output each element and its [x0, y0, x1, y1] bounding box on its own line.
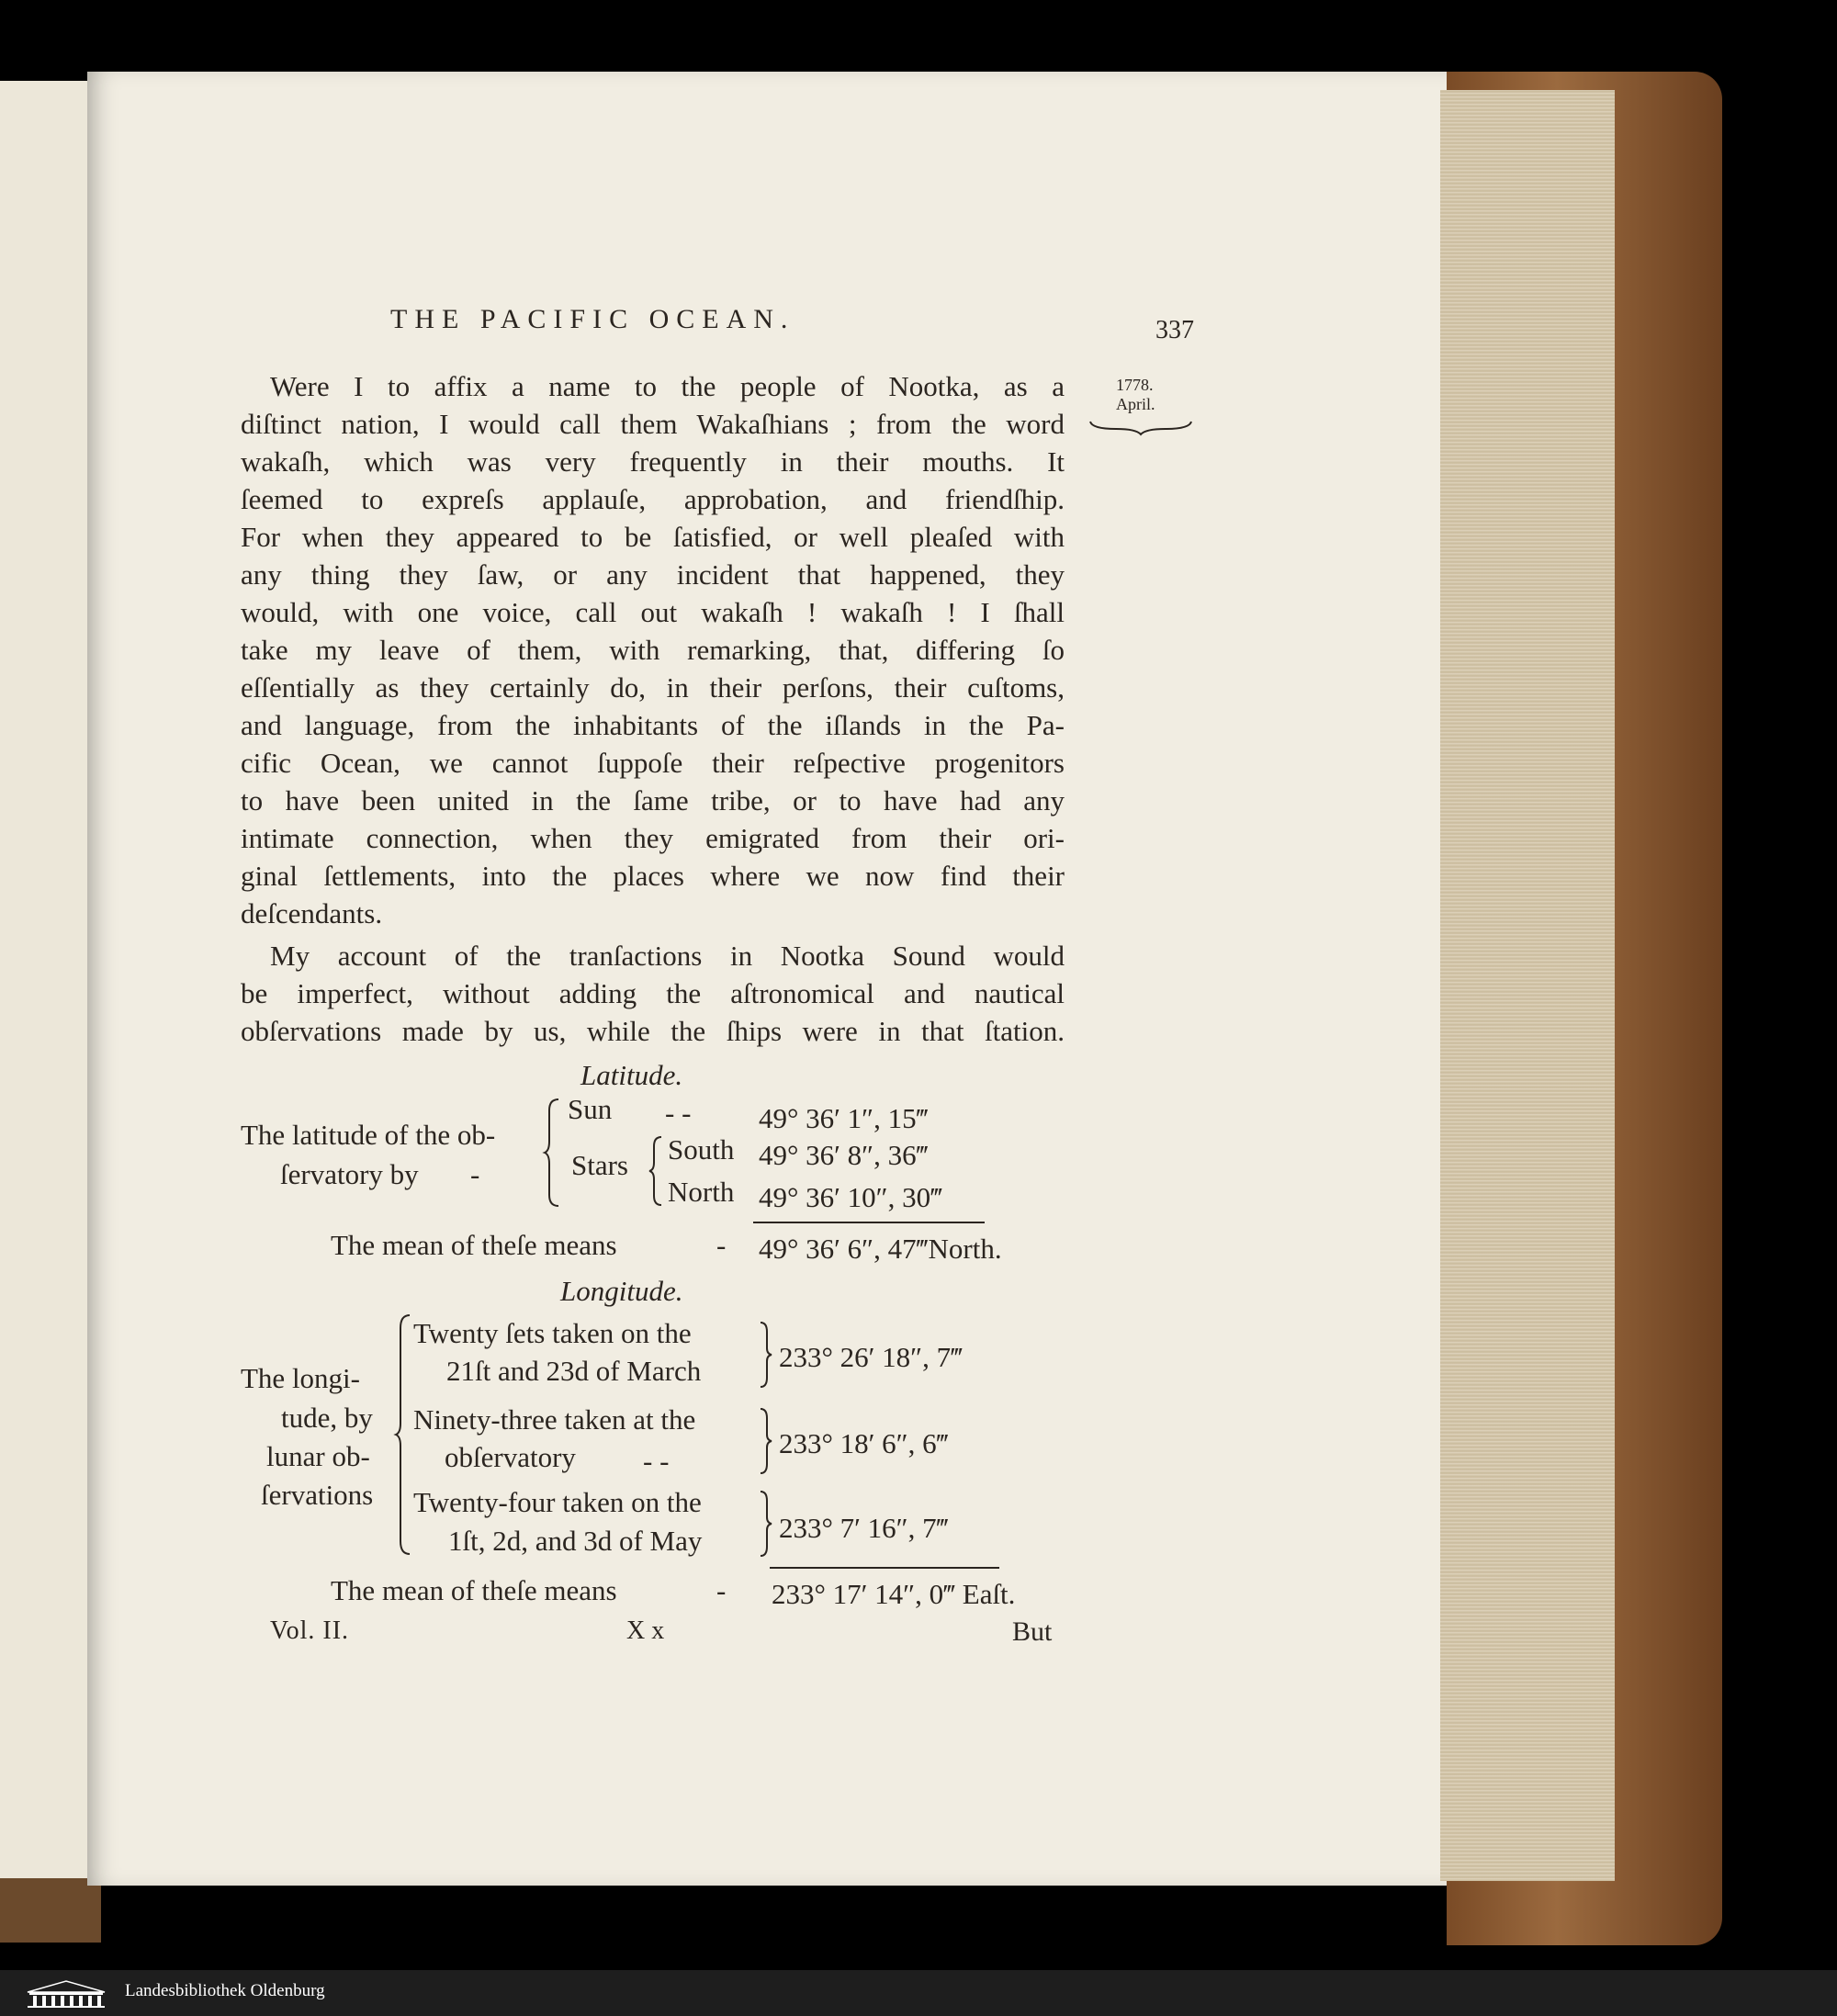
library-building-icon	[26, 1979, 107, 2009]
paragraph-line: obſervations made by us, while the ſhips were in that ſtation.	[241, 1015, 1065, 1047]
paragraph-line: be imperfect, without adding the aſtronomical and nautical	[241, 977, 1065, 1009]
longitude-label: ſervations	[261, 1479, 374, 1511]
longitude-value: 233° 26′ 18″, 7‴	[779, 1341, 964, 1373]
latitude-label-dash: -	[470, 1158, 480, 1190]
longitude-label: lunar ob-	[266, 1440, 370, 1472]
longitude-value: 233° 18′ 6″, 6‴	[779, 1427, 949, 1459]
longitude-mean-label: The mean of theſe means	[331, 1574, 617, 1606]
latitude-mean-label: The mean of theſe means	[331, 1229, 617, 1261]
longitude-row-line: 1ſt, 2d, and 3d of May	[448, 1525, 703, 1557]
paragraph-line: ginal ſettlements, into the places where we now find their	[241, 860, 1065, 892]
margin-month: April.	[1116, 395, 1155, 413]
library-name[interactable]: Landesbibliothek Oldenburg	[125, 1981, 325, 2000]
latitude-value: 49° 36′ 1″, 15‴	[759, 1102, 929, 1134]
row-brace-icon	[759, 1490, 773, 1558]
longitude-sum-rule	[770, 1567, 999, 1569]
latitude-value: 49° 36′ 8″, 36‴	[759, 1139, 929, 1171]
paragraph-line: cific Ocean, we cannot ſuppoſe their reſpective progenitors	[241, 747, 1065, 779]
paragraph-line: My account of the tranſactions in Nootka Sound would	[270, 940, 1065, 972]
latitude-sum-rule	[753, 1222, 985, 1223]
paragraph-line: deſcendants.	[241, 897, 383, 929]
paragraph-line: take my leave of them, with remarking, that, differing ſo	[241, 634, 1065, 666]
longitude-mean-value: 233° 17′ 14″, 0‴ Eaſt.	[772, 1578, 1016, 1610]
row-brace-icon	[759, 1321, 773, 1389]
paragraph-line: For when they appeared to be ſatisfied, or well pleaſed with	[241, 521, 1065, 553]
volume-number: Vol. II.	[270, 1616, 350, 1645]
paragraph-line: eſſentially as they certainly do, in their perſons, their cuſtoms,	[241, 671, 1065, 704]
longitude-heading: Longitude.	[560, 1275, 683, 1307]
paragraph-line: to have been united in the ſame tribe, or to have had any	[241, 784, 1065, 817]
paragraph-line: wakaſh, which was very frequently in their mouths. It	[241, 445, 1065, 478]
book-cover-left	[0, 1878, 101, 1943]
latitude-value: 49° 36′ 10″, 30‴	[759, 1181, 943, 1213]
longitude-mean-dash: -	[716, 1574, 727, 1606]
latitude-row-label: North	[668, 1176, 735, 1208]
latitude-mean-value: 49° 36′ 6″, 47‴North.	[759, 1233, 1002, 1265]
latitude-label: ſervatory by	[280, 1158, 419, 1190]
paragraph-line: Were I to affix a name to the people of Nootka, as a	[270, 370, 1065, 402]
paragraph-line: intimate connection, when they emigrated from their ori-	[241, 822, 1065, 854]
stars-label: Stars	[571, 1149, 628, 1181]
paragraph-line: ſeemed to expreſs applauſe, approbation, and friendſhip.	[241, 483, 1065, 515]
longitude-label: tude, by	[281, 1402, 373, 1434]
longitude-label: The longi-	[241, 1362, 360, 1394]
paragraph-line: would, with one voice, call out wakaſh ! wakaſh ! I ſhall	[241, 596, 1065, 628]
longitude-brace-icon	[395, 1313, 411, 1557]
paragraph-line: diſtinct nation, I would call them Wakaſhians ; from the word	[241, 408, 1065, 440]
latitude-brace-icon	[544, 1098, 560, 1208]
page-number: 337	[1155, 316, 1194, 344]
longitude-row-line: Ninety-three taken at the	[413, 1403, 696, 1436]
facing-page-edge	[0, 81, 87, 1890]
latitude-row-dashes: - -	[665, 1097, 692, 1129]
latitude-heading: Latitude.	[580, 1059, 683, 1091]
paragraph-line: any thing they ſaw, or any incident that happened, they	[241, 558, 1065, 591]
longitude-value: 233° 7′ 16″, 7‴	[779, 1512, 949, 1544]
library-footer	[0, 1970, 1837, 2016]
row-brace-icon	[759, 1407, 773, 1475]
margin-brace-icon	[1088, 418, 1194, 436]
latitude-row-label: South	[668, 1133, 735, 1166]
longitude-row-line: obſervatory	[445, 1441, 576, 1473]
running-title: THE PACIFIC OCEAN.	[390, 304, 795, 334]
latitude-label: The latitude of the ob-	[241, 1119, 496, 1151]
paragraph-line: and language, from the inhabitants of the iſlands in the Pa-	[241, 709, 1065, 741]
latitude-row-label: Sun	[568, 1093, 613, 1125]
longitude-row-line: Twenty-four taken on the	[413, 1486, 702, 1518]
latitude-mean-dash: -	[716, 1229, 727, 1261]
page-edges	[1440, 90, 1615, 1881]
catchword: But	[1012, 1616, 1053, 1647]
longitude-row-line: Twenty ſets taken on the	[413, 1317, 692, 1349]
longitude-row-dashes: - -	[643, 1445, 670, 1477]
signature-mark: X x	[626, 1616, 665, 1645]
margin-year: 1778.	[1116, 376, 1154, 394]
stars-brace-icon	[648, 1135, 663, 1207]
longitude-row-line: 21ſt and 23d of March	[446, 1355, 702, 1387]
